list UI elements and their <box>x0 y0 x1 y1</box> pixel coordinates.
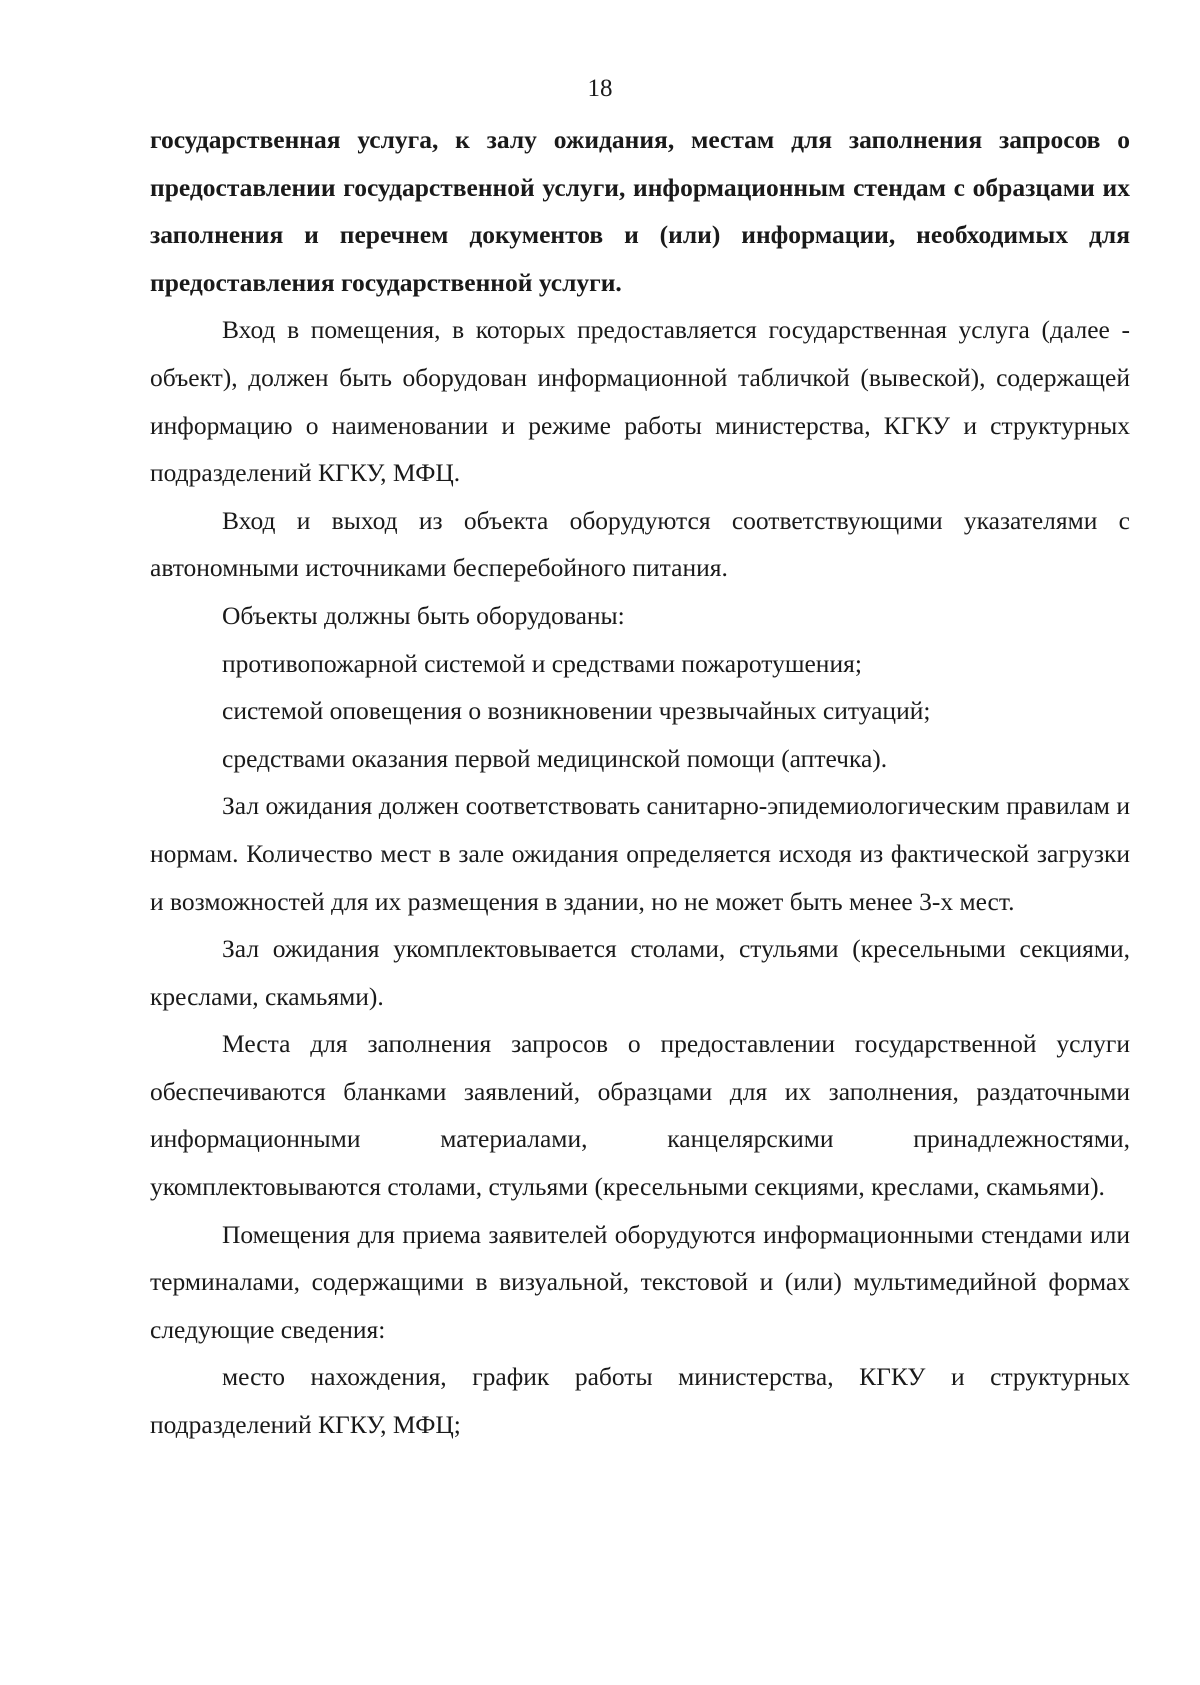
list-item-emergency-alert: системой оповещения о возникновении чрезвычайных ситуаций; <box>222 696 931 726</box>
paragraph-request-filling-places: Места для заполнения запросов о предоставлении государственной услуги обеспечиваются бланками заявлений, образцами для их заполнения, раздаточными информационными материалами, канцелярскими принадлежностями, укомплектовываются столами, стульями (кресельными секциями, креслами, скамьями). <box>150 1029 1130 1202</box>
section-heading: государственная услуга, к залу ожидания, местам для заполнения запросов о предоставлении государственной услуги, информационным стендам с образцами их заполнения и перечнем документов и (или) информации, необходимых для предоставления государственной услуги. <box>150 125 1130 297</box>
list-item-first-aid: средствами оказания первой медицинской помощи (аптечка). <box>222 743 888 773</box>
paragraph-info-stands: Помещения для приема заявителей оборудуются информационными стендами или терминалами, содержащими в визуальной, текстовой и (или) мультимедийной формах следующие сведения: <box>150 1219 1130 1344</box>
paragraph-equipment-intro: Объекты должны быть оборудованы: <box>222 600 625 630</box>
paragraph-waiting-hall-norms: Зал ожидания должен соответствовать санитарно-эпидемиологическим правилам и нормам. Количество мест в зале ожидания определяется исходя из фактической загрузки и возможностей для их размещения в здании, но не может быть менее 3-х мест. <box>150 791 1130 916</box>
list-item-location-schedule: место нахождения, график работы министерства, КГКУ и структурных подразделений КГКУ, МФЦ; <box>150 1362 1130 1440</box>
document-body <box>150 116 1130 1449</box>
page-number: 18 <box>587 75 613 102</box>
paragraph-entrance-signage: Вход в помещения, в которых предоставляется государственная услуга (далее - объект), должен быть оборудован информационной табличкой (вывеской), содержащей информацию о наименовании и режиме работы министерства, КГКУ и структурных подразделений КГКУ, МФЦ. <box>150 315 1130 488</box>
list-item-fire-system: противопожарной системой и средствами пожаротушения; <box>222 648 862 678</box>
paragraph-entrance-exit-indicators: Вход и выход из объекта оборудуются соответствующими указателями с автономными источниками бесперебойного питания. <box>150 505 1130 583</box>
paragraph-waiting-hall-furniture: Зал ожидания укомплектовывается столами, стульями (кресельными секциями, креслами, скамьями). <box>150 934 1130 1011</box>
